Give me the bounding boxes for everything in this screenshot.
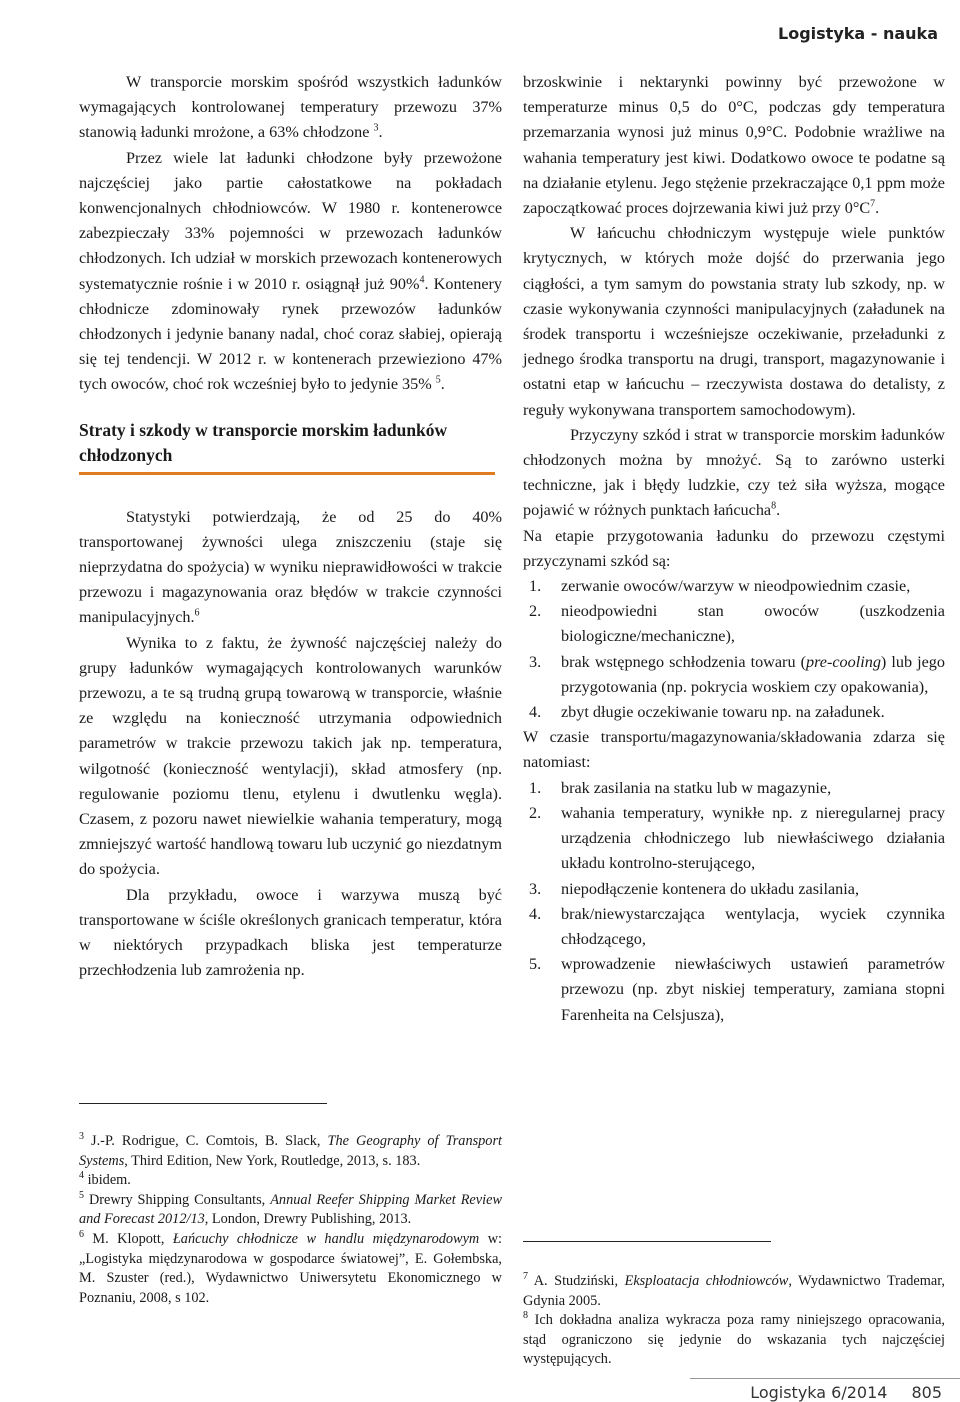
footnote-7: $^7$ A. Studziński, Eksploatacja chłodniowców, Wydawnictwo Trademar, Gdynia 2005. [523,1271,946,1309]
footnote-6: $^6$ M. Klopott, Łańcuchy chłodnicze w handlu międzynarodowym w: „Logistyka międzynarodowa w gospodarce światowej”, E. Gołembska, M. Szuster (red.), Wydawnictwo Uniwersytetu Ekonomicznego w Poznaniu, 2008, s 102. [79,1229,502,1306]
footnote-ref[interactable]: 5 [435,375,441,387]
footnote-ref[interactable]: 6 [194,608,200,620]
paragraph: Wynika to z faktu, że żywność najczęściej należy do grupy ładunków wymagających kontrolowanych warunków przewozu, a te są trudną grupą towarową w transporcie, właśnie ze względu na konieczność utrzymania odpowiednich parametrów w trakcie przewozu takich jak np. temperatura, wilgotność (konieczność wentylacji), skład atmosfery (np. regulowanie poziomu tlenu, etylenu i dwutlenku węgla). Czasem, z pozoru nawet niewielkie wahania temperatury, mogą zmniejszyć wartość handlową towaru lub uczynić go niezdatnym do spożycia. [79,633,502,879]
footnote-ref[interactable]: 4 [419,274,425,286]
list-item: 5. wprowadzenie niewłaściwych ustawień parametrów przewozu (np. zbyt niskiej temperatury, zamiana stopni Farenheita na Celsjusza), [529,955,945,1024]
page-number: 805 [911,1383,942,1402]
list-item: 2. wahania temperatury, wynikłe np. z nieregularnej pracy urządzenia chłodniczego lub niewłaściwego działania układu kontrolno-sterującego, [529,803,945,873]
causes-list-preparation [523,574,945,725]
paragraph: Statystyki potwierdzają, że od 25 do 40% transportowanej żywności ulega zniszczeniu (staje się nieprzydatna do spożycia) w wyniku nieprawidłowości w trakcie przewozu i magazynowania oraz błędów w trakcie czynności manipulacyjnych.$^6$ [79,507,502,627]
footnote-8: $^8$ Ich dokładna analiza wykracza poza ramy niniejszego opracowania, stąd ograniczono się jedynie do wskazania tych najczęściej występujących. [523,1310,945,1368]
journal-issue: Logistyka 6/2014 [750,1383,888,1402]
page-footer [0,1376,960,1402]
list-item: 1. zerwanie owoców/warzyw w nieodpowiednim czasie, [529,577,911,596]
paragraph: Na etapie przygotowania ładunku do przewozu częstymi przyczynami szkód są: [523,526,945,570]
list-item: 3. brak wstępnego schłodzenia towaru (pre-cooling) lub jego przygotowania (np. pokrycia woskiem czy opakowania), [529,652,945,696]
paragraph: W czasie transportu/magazynowania/składowania zdarza się natomiast: [523,728,945,772]
list-item: 2. nieodpowiedni stan owoców (uszkodzenia biologiczne/mechaniczne), [529,602,945,646]
left-column [79,70,502,984]
paragraph: Dla przykładu, owoce i warzywa muszą być transportowane w ściśle określonych granicach temperatur, która w niektórych przypadkach bliska jest temperaturze przechłodzenia lub zamrożenia np. [79,885,502,980]
footnotes-left [79,1132,502,1308]
paragraph: W łańcuchu chłodniczym występuje wiele punktów krytycznych, w których może dojść do przerwania jego ciągłości, a tym samym do powstania straty lub szkody, np. w czasie wykonywania czynności manipulacyjnych (załadunek na środek transportu i wcześniejsze oczekiwanie, przeładunki z jednego środka transportu na drugi, transport, magazynowanie i ostatni etap w łańcuchu – rzeczywista dostawa do detalisty, z reguły wykonywana transportem samochodowym). [523,224,945,419]
section-divider [79,472,495,475]
right-column [523,70,945,1028]
paragraph: brzoskwinie i nektarynki powinny być przewożone w temperaturze minus 0,5 do 0°C, podczas gdy temperatura przemarzania wynosi już minus 0,9°C. Podobnie wrażliwe na wahania temperatury jest kiwi. Dodatkowo owoce te podatne są na działanie etylenu. Jego stężenie przekraczające 0,1 ppm może zapoczątkować proces dojrzewania kiwi już przy $0^\circ C^7$. [523,73,945,218]
footnote-ref[interactable]: 7 [870,198,876,210]
list-item: 4. brak/niewystarczająca wentylacja, wyciek czynnika chłodzącego, [529,904,945,948]
footnote-separator [523,1241,771,1242]
footnote-3: $^3$ J.-P. Rodrigue, C. Comtois, B. Slack, The Geography of Transport Systems, Third Edition, New York, Routledge, 2013, s. 183. [79,1131,502,1169]
footnote-5: $^5$ Drewry Shipping Consultants, Annual Reefer Shipping Market Review and Forecast 2012/13, London, Drewry Publishing, 2013. [79,1190,502,1228]
footnote-ref[interactable]: 3 [373,123,379,135]
list-item: 1. brak zasilania na statku lub w magazynie, [529,778,832,797]
section-heading: Straty i szkody w transporcie morskim ładunków chłodzonych [79,419,448,465]
list-item: 3. niepodłączenie kontenera do układu zasilania, [529,879,859,898]
paragraph: W transporcie morskim spośród wszystkich ładunków wymagających kontrolowanej temperatury przewozu 37% stanowią ładunki mrożone, a 63% chłodzone $^3$. [79,73,502,142]
footnote-separator [79,1103,327,1104]
running-header: Logistyka - nauka [778,24,938,43]
footnote-ref[interactable]: 8 [771,501,777,513]
paragraph: Przyczyny szkód i strat w transporcie morskim ładunków chłodzonych można by mnożyć. Są to zarówno usterki techniczne, jak i błędy ludzkie, czy też siła wyższa, mogące pojawić w różnych punktach łańcucha$^8$. [523,425,945,520]
list-item: 4. zbyt długie oczekiwanie towaru np. na załadunek. [529,703,885,722]
causes-list-transport [523,776,945,1028]
footnote-4: $^4$ ibidem. [79,1170,131,1189]
paragraph: Przez wiele lat ładunki chłodzone były przewożone najczęściej jako partie całostatkowe na pokładach konwencjonalnych chłodniowców. W 1980 r. kontenerowce zabezpieczały 33% pojemności w przewozach ładunków chłodzonych. Ich udział w morskich przewozach kontenerowych systematycznie rośnie i w 2010 r. osiągnął już 90%$^4$. Kontenery chłodnicze zdominowały rynek przewozów ładunków chłodzonych i jedynie banany nadal, choć coraz słabiej, opierają się tej tendencji. W 2012 r. w kontenerach przewieziono 47% tych owoców, choć rok wcześniej było to jedynie 35% $^5$. [79,148,502,394]
footnotes-right [523,1272,945,1370]
